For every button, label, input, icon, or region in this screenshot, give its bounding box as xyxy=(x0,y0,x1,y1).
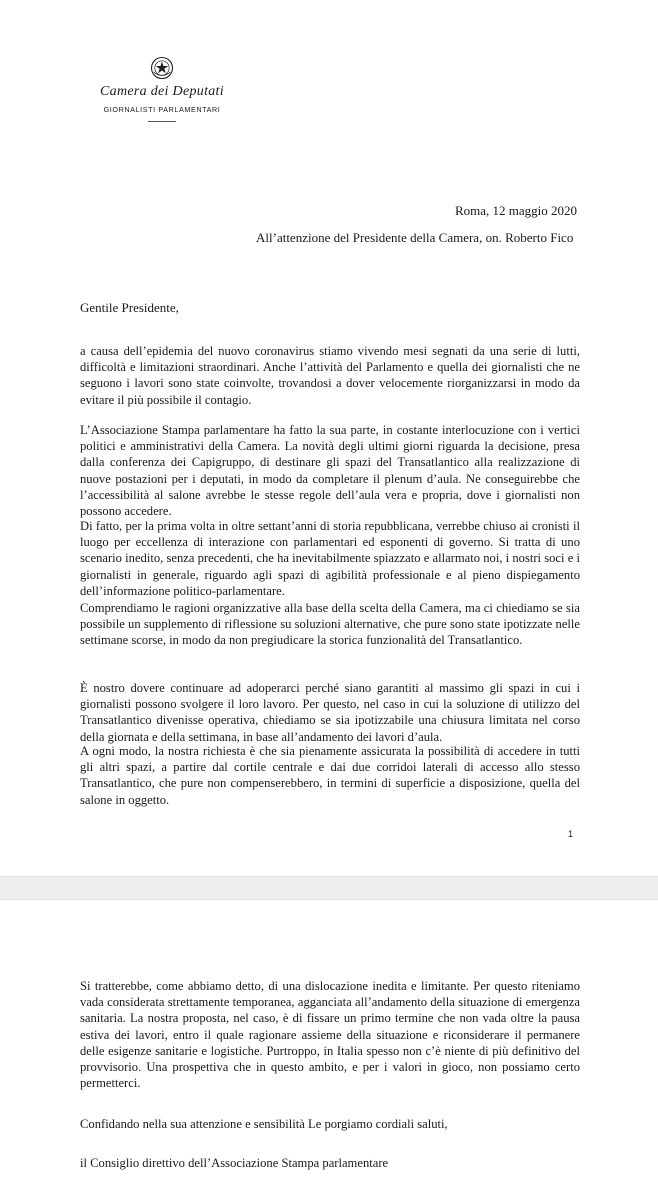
paragraph-1: a causa dell’epidemia del nuovo coronavirus stiamo vivendo mesi segnati da una serie di lutti, difficoltà e limitazioni straordinari. Anche l’attività del Parlamento e quella dei giornalisti che ne seguono i lavori sono state coinvolte, trovandosi a dover velocemente riorganizzarsi in modo da evitare il più possibile il contagio. xyxy=(80,344,580,407)
department-name: GIORNALISTI PARLAMENTARI xyxy=(103,105,221,114)
paragraph-6: A ogni modo, la nostra richiesta è che sia pienamente assicurata la possibilità di accedere in tutti gli altri spazi, a partire dal cortile centrale e dai due corridoi laterali di accesso allo stesso Transatlantico, che pure non compenserebbero, in termini di superficie a disposizione, quella del salone in oggetto. xyxy=(80,744,580,807)
letter-page-2 xyxy=(0,900,658,1200)
paragraph-5: È nostro dovere continuare ad adoperarci perché siano garantiti al massimo gli spazi in cui i giornalisti possono svolgere il loro lavoro. Per questo, nel caso in cui la soluzione di utilizzo del Transatlantico divenisse operativa, chiediamo se sia ipotizzabile una chiusura limitata nel corso della giornata e della settimana, in base all’andamento dei lavori d’aula. xyxy=(80,681,580,744)
paragraph-7: Si tratterebbe, come abbiamo detto, di una dislocazione inedita e limitante. Per questo riteniamo vada considerata strettamente temporanea, agganciata all’andamento della situazione di emergenza sanitaria. La nostra proposta, nel caso, è di fissare un primo termine che non vada oltre la pausa estiva dei lavori, entro il quale ragionare assieme della situazione e riconsiderare il permanere delle esigenze sanitarie e logistiche. Purtroppo, in Italia spesso non c’è niente di più definitivo del provvisorio. Una prospettiva che in questo ambito, e per i valori in gioco, non possiamo certo permetterci. xyxy=(80,979,580,1091)
page-separator xyxy=(0,876,658,900)
letter-date: Roma, 12 maggio 2020 xyxy=(455,203,578,218)
recipient-line: All’attenzione del Presidente della Camera, on. Roberto Fico xyxy=(256,230,574,245)
signature: il Consiglio direttivo dell’Associazione Stampa parlamentare xyxy=(80,1156,389,1170)
paragraph-4: Comprendiamo le ragioni organizzative alla base della scelta della Camera, ma ci chiediamo se sia possibile un supplemento di riflessione su soluzioni alternative, che pure sono state ipotizzate nelle settimane scorse, in modo da non pregiudicare la storica funzionalità del Transatlantico. xyxy=(80,601,580,648)
institution-name: Camera dei Deputati xyxy=(100,84,224,99)
page-number: 1 xyxy=(568,829,574,839)
paragraph-3: Di fatto, per la prima volta in oltre settant’anni di storia repubblicana, verrebbe chiuso ai cronisti il luogo per eccellenza di interazione con parlamentari ed esponenti di governo. Si tratta di uno scenario inedito, senza precedenti, che ha inevitabilmente spiazzato e allarmato noi, i nostri soci e i giornalisti in generale, riguardo agli spazi di agibilità professionale e al pieno dispiegamento dell’informazione politico-parlamentare. xyxy=(80,519,580,598)
letterhead xyxy=(96,56,228,122)
greeting: Gentile Presidente, xyxy=(80,300,179,315)
italian-republic-emblem-icon xyxy=(150,56,174,80)
paragraph-2: L’Associazione Stampa parlamentare ha fatto la sua parte, in costante interlocuzione con i vertici politici e amministrativi della Camera. La novità degli ultimi giorni riguarda la decisione, presa dalla conferenza dei Capigruppo, di destinare gli spazi del Transatlantico alla realizzazione di nuove postazioni per i deputati, in modo da completare il plenum d’aula. Ne conseguirebbe che l’accessibilità al salone avrebbe le stesse regole dell’aula vera e propria, dove i giornalisti non possono accedere. xyxy=(80,423,580,519)
letterhead-rule xyxy=(148,121,176,122)
closing-line: Confidando nella sua attenzione e sensibilità Le porgiamo cordiali saluti, xyxy=(80,1117,448,1131)
